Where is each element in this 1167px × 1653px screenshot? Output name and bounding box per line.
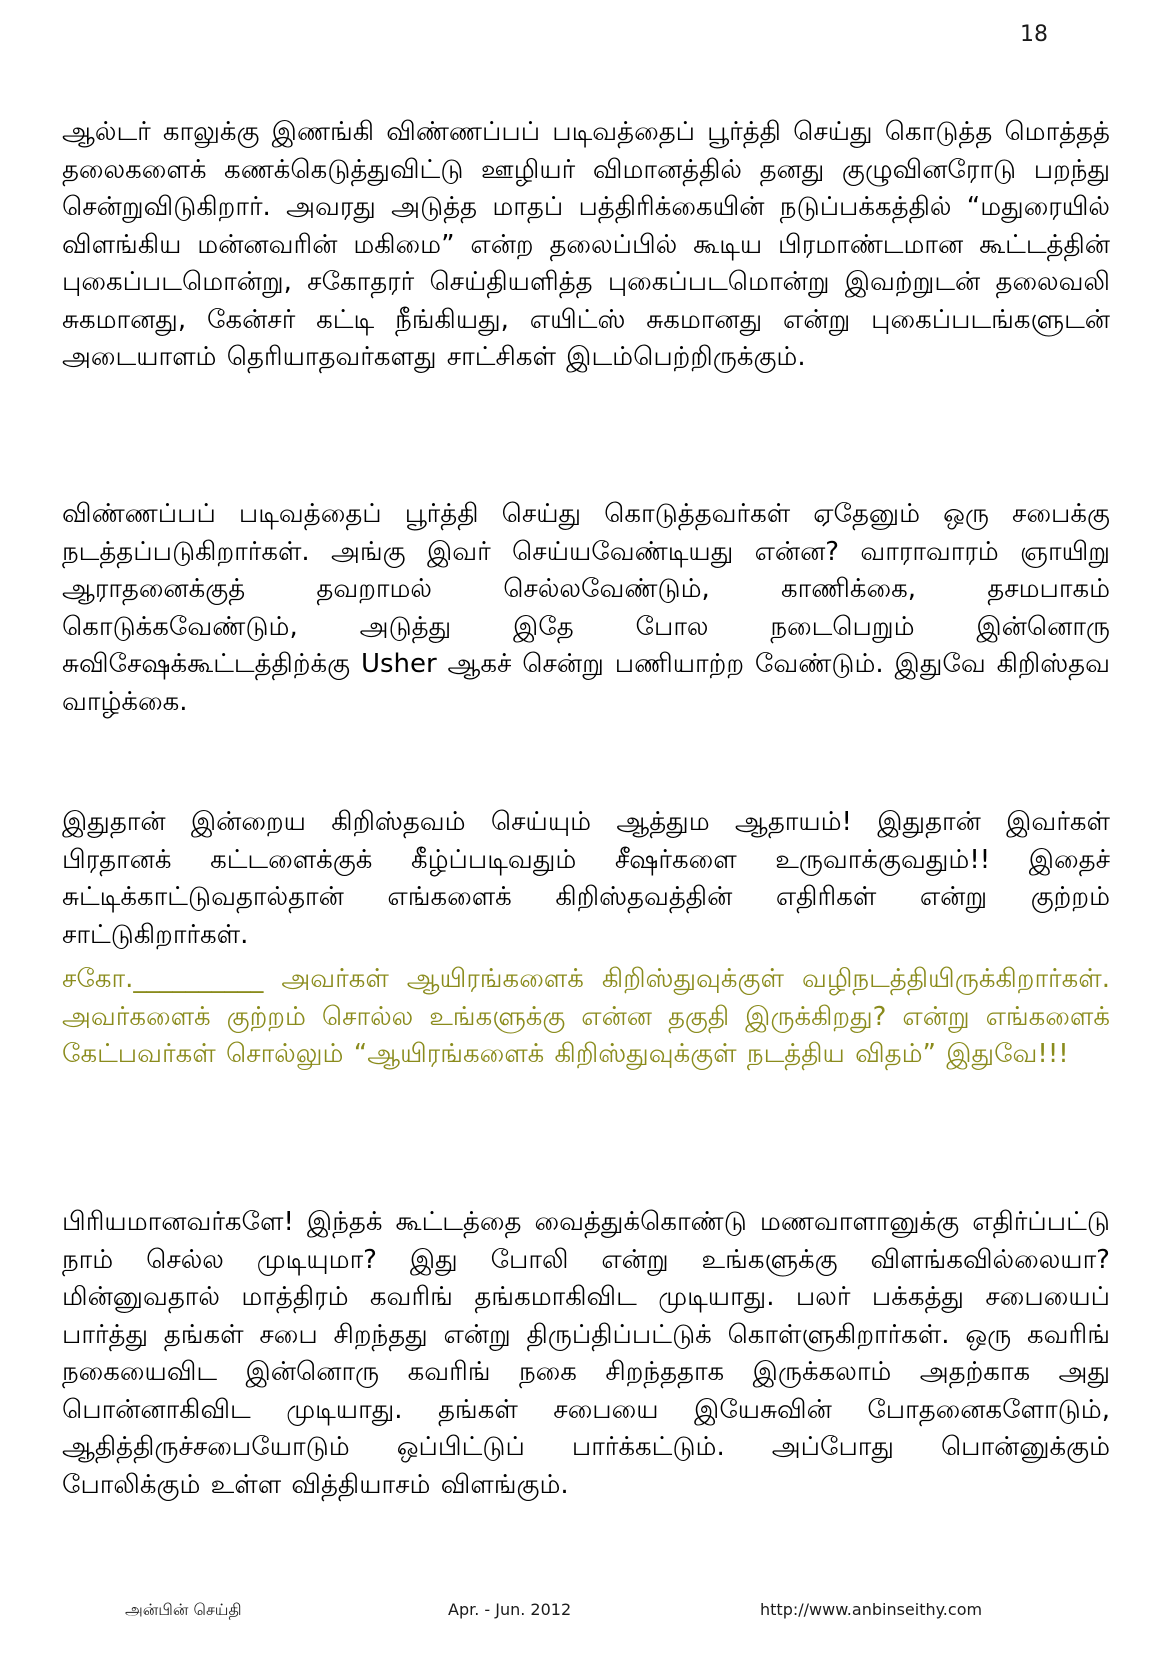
highlighted-paragraph: சகோ.__________ அவர்கள் ஆயிரங்களைக் கிறிஸ்துவுக்குள் வழிநடத்தியிருக்கிறார்கள். அவர்களைக் குற்றம் சொல்ல உங்களுக்கு என்ன தகுதி இருக்கிறது? என்று எங்களைக் கேட்பவர்கள் சொல்லும் “ஆயிரங்களைக் கிறிஸ்துவுக்குள் நடத்திய விதம்” இதுவே!!! [62, 964, 1110, 1069]
paragraph-2: விண்ணப்பப் படிவத்தைப் பூர்த்தி செய்து கொடுத்தவர்கள் ஏதேனும் ஒரு சபைக்கு நடத்தப்படுகிறார்கள். அங்கு இவர் செய்யவேண்டியது என்ன? வாராவாரம் ஞாயிறு ஆராதனைக்குத் தவறாமல் செல்லவேண்டும், காணிக்கை, தசமபாகம் கொடுக்கவேண்டும், அடுத்து இதே போல நடைபெறும் இன்னொரு சுவிசேஷக்கூட்டத்திற்க்கு Usher ஆகச் சென்று பணியாற்ற வேண்டும். இதுவே கிறிஸ்தவ வாழ்க்கை. [62, 499, 1110, 717]
page-number: 18 [1020, 22, 1048, 47]
footer-issue-date: Apr. - Jun. 2012 [448, 1600, 572, 1619]
paragraph-5: பிரியமானவர்களே! இந்தக் கூட்டத்தை வைத்துக்கொண்டு மணவாளானுக்கு எதிர்ப்பட்டு நாம் செல்ல முடியுமா? இது போலி என்று உங்களுக்கு விளங்கவில்லையா? மின்னுவதால் மாத்திரம் கவரிங் தங்கமாகிவிட முடியாது. பலர் பக்கத்து சபையைப் பார்த்து தங்கள் சபை சிறந்தது என்று திருப்திப்பட்டுக் கொள்ளுகிறார்கள். ஒரு கவரிங் நகையைவிட இன்னொரு கவரிங் நகை சிறந்ததாக இருக்கலாம் அதற்காக அது பொன்னாகிவிட முடியாது. தங்கள் சபையை இயேசுவின் போதனைகளோடும், ஆதித்திருச்சபையோடும் ஒப்பிட்டுப் பார்க்கட்டும். அப்போது பொன்னுக்கும் போலிக்கும் உள்ள வித்தியாசம் விளங்கும். [62, 1207, 1110, 1500]
paragraph-1: ஆல்டர் காலுக்கு இணங்கி விண்ணப்பப் படிவத்தைப் பூர்த்தி செய்து கொடுத்த மொத்தத் தலைகளைக் கணக்கெடுத்துவிட்டு ஊழியர் விமானத்தில் தனது குழுவினரோடு பறந்து சென்றுவிடுகிறார். அவரது அடுத்த மாதப் பத்திரிக்கையின் நடுப்பக்கத்தில் “மதுரையில் விளங்கிய மன்னவரின் மகிமை” என்ற தலைப்பில் கூடிய பிரமாண்டமான கூட்டத்தின் புகைப்படமொன்று, சகோதரர் செய்தியளித்த புகைப்படமொன்று இவற்றுடன் தலைவலி சுகமானது, கேன்சர் கட்டி நீங்கியது, எயிட்ஸ் சுகமானது என்று புகைப்படங்களுடன் அடையாளம் தெரியாதவர்களது சாட்சிகள் இடம்பெற்றிருக்கும். [62, 117, 1110, 372]
paragraph-3: இதுதான் இன்றைய கிறிஸ்தவம் செய்யும் ஆத்தும ஆதாயம்! இதுதான் இவர்கள் பிரதானக் கட்டளைக்குக் கீழ்ப்படிவதும் சீஷர்களை உருவாக்குவதும்!! இதைச் சுட்டிக்காட்டுவதால்தான் எங்களைக் கிறிஸ்தவத்தின் எதிரிகள் என்று குற்றம் சாட்டுகிறார்கள். [62, 807, 1110, 950]
footer-website-url: http://www.anbinseithy.com [760, 1600, 983, 1619]
footer-magazine-title: அன்பின் செய்தி [125, 1600, 242, 1619]
